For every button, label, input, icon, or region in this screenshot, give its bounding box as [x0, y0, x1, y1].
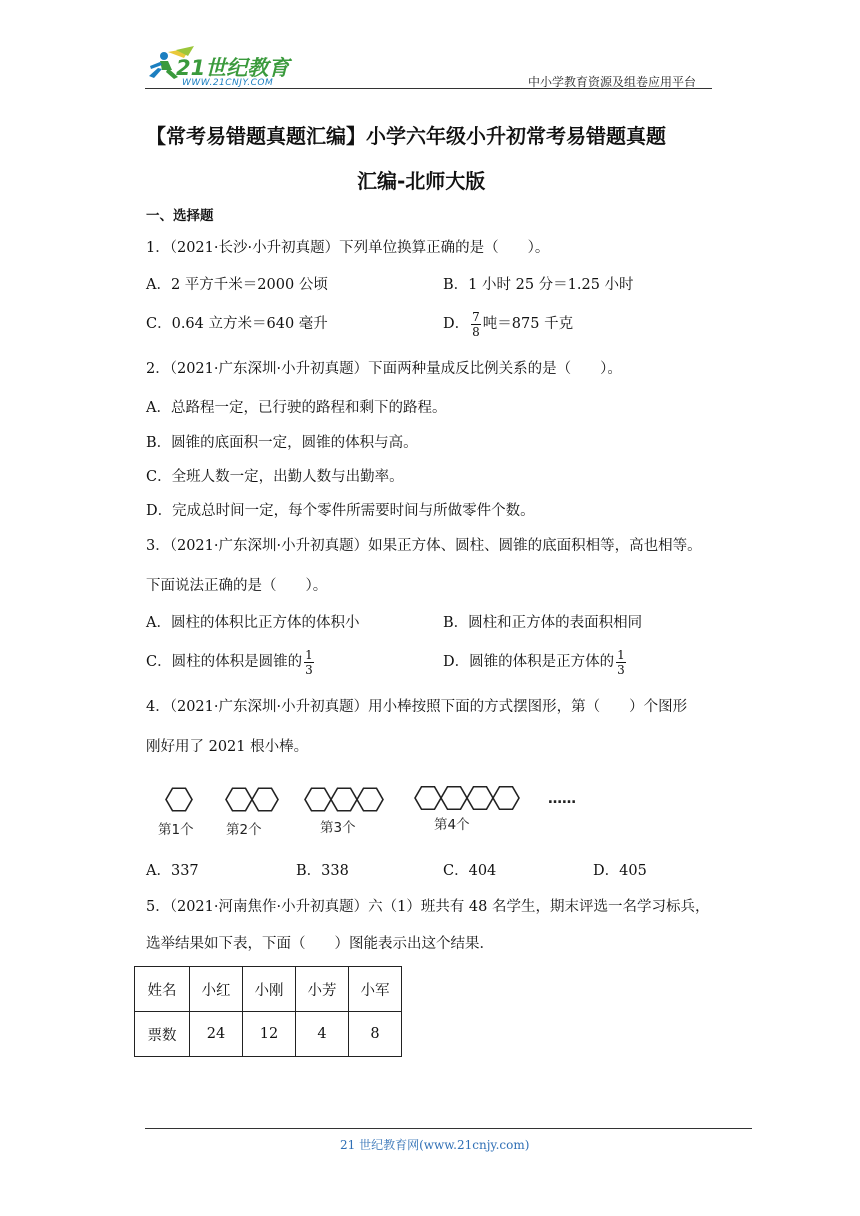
option-a: A．总路程一定，已行驶的路程和剩下的路程。 — [146, 400, 447, 416]
platform-text: 中小学教育资源及组卷应用平台 — [528, 75, 697, 89]
table-cell: 小红 — [190, 967, 243, 1012]
table-cell: 12 — [243, 1012, 296, 1057]
figure-4-hexagons — [415, 787, 519, 810]
figure-ellipsis: …… — [548, 791, 576, 807]
option-c: C．404 — [443, 863, 497, 879]
question-stem-line1: 3．（2021·广东深圳·小升初真题）如果正方体、圆柱、圆锥的底面积相等，高也相等。 — [146, 538, 702, 554]
figure-2-hexagons — [226, 788, 278, 811]
option-b: B．338 — [296, 863, 349, 879]
fraction — [471, 311, 481, 338]
footer-divider — [145, 1128, 752, 1129]
option-b: B．圆柱和正方体的表面积相同 — [443, 615, 643, 631]
table-row — [135, 967, 402, 1012]
question-stem-line1: 5．（2021·河南焦作·小升初真题）六（1）班共有 48 名学生，期末评选一名学习标兵， — [146, 899, 710, 915]
figure-label-1: 第1个 — [158, 822, 194, 838]
question-stem: 1．（2021·长沙·小升初真题）下列单位换算正确的是（ ）。 — [146, 240, 550, 256]
fraction-numerator: 7 — [472, 309, 480, 324]
vote-table — [134, 966, 402, 1057]
option-d: D．完成总时间一定，每个零件所需要时间与所做零件个数。 — [146, 503, 535, 519]
table-cell: 24 — [190, 1012, 243, 1057]
option-d — [443, 643, 628, 681]
figure-label-3: 第3个 — [320, 820, 356, 836]
option-a: A．圆柱的体积比正方体的体积小 — [146, 615, 360, 631]
question-stem-line2: 选举结果如下表，下面（ ）图能表示出这个结果． — [146, 936, 494, 952]
option-d-prefix: D．圆锥的体积是正方体的 — [443, 654, 615, 670]
question-stem-line1: 4．（2021·广东深圳·小升初真题）用小棒按照下面的方式摆图形，第（ ）个图形 — [146, 699, 688, 715]
table-cell: 姓名 — [135, 967, 190, 1012]
section-heading: 一、选择题 — [146, 208, 214, 224]
option-d-suffix: 吨＝875 千克 — [482, 316, 574, 332]
table-cell: 小刚 — [243, 967, 296, 1012]
table-cell: 4 — [296, 1012, 349, 1057]
header-divider — [145, 88, 712, 89]
footer-text: 21 世纪教育网(www.21cnjy.com) — [340, 1138, 530, 1152]
logo-text: 21世纪教育 — [176, 56, 290, 80]
table-cell: 小军 — [349, 967, 402, 1012]
option-b: B．圆锥的底面积一定，圆锥的体积与高。 — [146, 435, 418, 451]
figure-3-hexagons — [305, 788, 383, 811]
table-cell: 小芳 — [296, 967, 349, 1012]
fraction-denominator: 3 — [617, 662, 625, 677]
logo-url: WWW.21CNJY.COM — [182, 78, 274, 88]
option-c-prefix: C．圆柱的体积是圆锥的 — [146, 654, 303, 670]
option-a: A．2 平方千米＝2000 公顷 — [146, 277, 328, 293]
question-stem: 2．（2021·广东深圳·小升初真题）下面两种量成反比例关系的是（ ）。 — [146, 361, 622, 377]
doc-title-line2: 汇编-北师大版 — [357, 169, 486, 193]
option-c — [146, 643, 316, 681]
fraction — [304, 649, 314, 676]
table-cell: 票数 — [135, 1012, 190, 1057]
fraction-denominator: 3 — [305, 662, 313, 677]
hexagon-pattern-figure — [150, 778, 610, 840]
option-d-prefix: D． — [443, 316, 470, 332]
figure-1-hexagons — [166, 788, 192, 811]
table-cell: 8 — [349, 1012, 402, 1057]
question-stem-line2: 刚好用了 2021 根小棒。 — [146, 739, 309, 755]
figure-label-4: 第4个 — [434, 817, 470, 833]
fraction — [616, 649, 626, 676]
option-d: D．405 — [593, 863, 647, 879]
fraction-denominator: 8 — [472, 324, 480, 339]
table-row — [135, 1012, 402, 1057]
option-c: C．全班人数一定，出勤人数与出勤率。 — [146, 469, 404, 485]
figure-label-2: 第2个 — [226, 822, 262, 838]
option-b: B．1 小时 25 分＝1.25 小时 — [443, 277, 634, 293]
option-d — [443, 305, 573, 343]
option-a: A．337 — [146, 863, 199, 879]
fraction-numerator: 1 — [305, 647, 313, 662]
option-c: C．0.64 立方米＝640 毫升 — [146, 316, 328, 332]
doc-title-line1: 【常考易错题真题汇编】小学六年级小升初常考易错题真题 — [146, 124, 666, 148]
fraction-numerator: 1 — [617, 647, 625, 662]
question-stem-line2: 下面说法正确的是（ ）。 — [146, 578, 328, 594]
